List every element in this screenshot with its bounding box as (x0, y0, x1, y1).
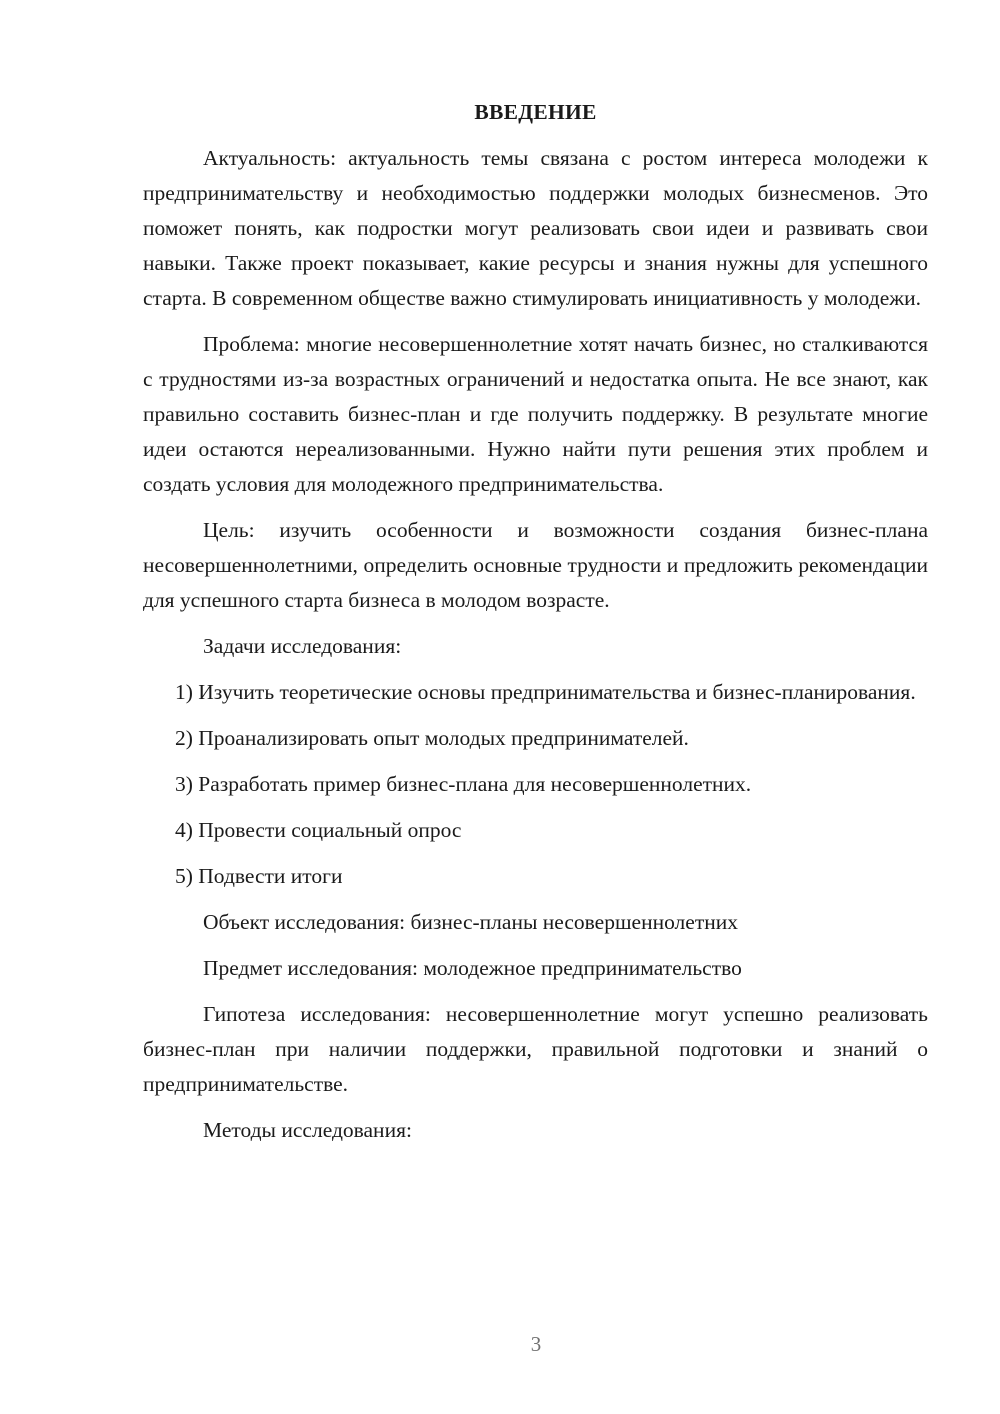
document-page (143, 95, 928, 1159)
research-hypothesis: Гипотеза исследования: несовершеннолетние могут успешно реализовать бизнес-план при наличии поддержки, правильной подготовки и знаний о предпринимательстве. (143, 1002, 928, 1096)
problem-paragraph: Проблема: многие несовершеннолетние хотят начать бизнес, но сталкиваются с трудностями из-за возрастных ограничений и недостатка опыта. Не все знают, как правильно составить бизнес-план и где получить поддержку. В результате многие идеи остаются нереализованными. Нужно найти пути решения этих проблем и создать условия для молодежного предпринимательства. (143, 332, 928, 496)
research-object: Объект исследования: бизнес-планы несовершеннолетних (203, 910, 738, 934)
task-item-2: 2) Проанализировать опыт молодых предпринимателей. (175, 726, 689, 750)
goal-paragraph: Цель: изучить особенности и возможности создания бизнес-плана несовершеннолетними, определить основные трудности и предложить рекомендации для успешного старта бизнеса в молодом возрасте. (143, 518, 928, 612)
page-number: 3 (530, 1332, 542, 1356)
task-item-4: 4) Провести социальный опрос (175, 818, 462, 842)
tasks-intro: Задачи исследования: (203, 634, 402, 658)
task-item-3: 3) Разработать пример бизнес-плана для несовершеннолетних. (175, 772, 752, 796)
relevance-paragraph: Актуальность: актуальность темы связана с ростом интереса молодежи к предпринимательству и необходимостью поддержки молодых бизнесменов. Это поможет понять, как подростки могут реализовать свои идеи и развивать свои навыки. Также проект показывает, какие ресурсы и знания нужны для успешного старта. В современном обществе важно стимулировать инициативность у молодежи. (143, 146, 928, 310)
section-heading: ВВЕДЕНИЕ (474, 100, 597, 124)
task-item-1: 1) Изучить теоретические основы предпринимательства и бизнес-планирования. (175, 680, 916, 704)
research-methods: Методы исследования: (203, 1118, 412, 1142)
research-subject: Предмет исследования: молодежное предпринимательство (203, 956, 742, 980)
task-item-5: 5) Подвести итоги (175, 864, 343, 888)
